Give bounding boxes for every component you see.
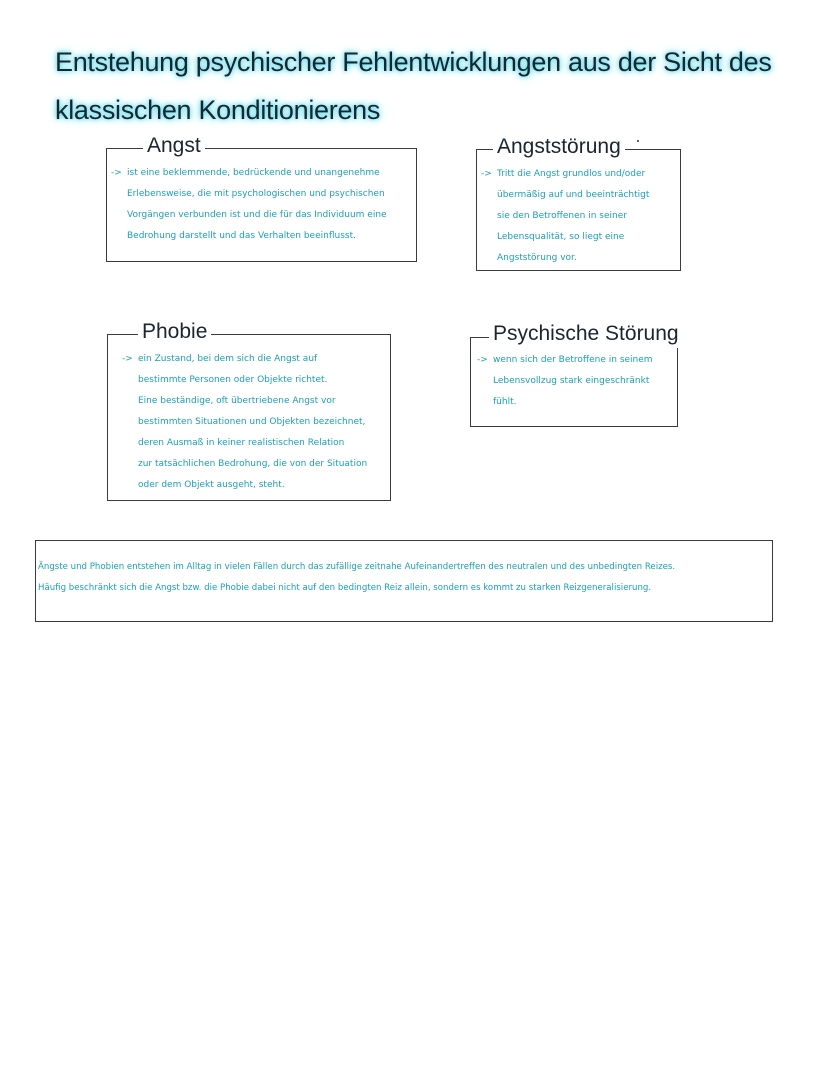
text-line-content: Tritt die Angst grundlos und/oder bbox=[497, 169, 646, 179]
text-line bbox=[122, 349, 367, 370]
summary-text bbox=[38, 557, 675, 599]
text-line-content: oder dem Objekt ausgeht, steht. bbox=[138, 480, 285, 490]
page-title-line-2: klassischen Konditionierens bbox=[55, 95, 381, 125]
text-line-content: fühlt. bbox=[493, 397, 517, 407]
text-line-content: Bedrohung darstellt und das Verhalten beeinflusst. bbox=[127, 231, 356, 241]
text-line-content: deren Ausmaß in keiner realistischen Relation bbox=[138, 438, 345, 448]
text-line bbox=[481, 185, 649, 206]
text-line bbox=[111, 184, 387, 205]
text-line-content: zur tatsächlichen Bedrohung, die von der Situation bbox=[138, 459, 368, 469]
text-line bbox=[111, 163, 387, 184]
definition-box-angststoerung bbox=[476, 135, 681, 271]
text-line-content: Vorgängen verbunden ist und die für das Individuum eine bbox=[127, 210, 387, 220]
text-line bbox=[111, 205, 387, 226]
stray-dot bbox=[637, 140, 639, 142]
definition-box-angst bbox=[106, 134, 417, 262]
definition-box-psychische-stoerung bbox=[470, 322, 679, 427]
definition-text-angst bbox=[111, 163, 387, 247]
text-line bbox=[122, 475, 367, 496]
text-line bbox=[111, 226, 387, 247]
text-line bbox=[122, 454, 367, 475]
text-line-content: Lebensvollzug stark eingeschränkt bbox=[493, 376, 650, 386]
box-title-angststoerung: Angststörung bbox=[493, 133, 625, 161]
definition-box-phobie bbox=[107, 320, 391, 501]
text-line bbox=[477, 371, 653, 392]
box-title-angst: Angst bbox=[143, 132, 205, 160]
arrow-marker: -> bbox=[111, 168, 122, 178]
text-line-content: Erlebensweise, die mit psychologischen und psychischen bbox=[127, 189, 385, 199]
text-line bbox=[122, 391, 367, 412]
text-line bbox=[122, 370, 367, 391]
text-line-content: ist eine beklemmende, bedrückende und unangenehme bbox=[127, 168, 380, 178]
text-line bbox=[122, 412, 367, 433]
box-title-psychische-stoerung: Psychische Störung bbox=[489, 320, 683, 348]
arrow-marker: -> bbox=[481, 169, 492, 179]
summary-box bbox=[35, 540, 773, 622]
text-line bbox=[481, 164, 649, 185]
text-line bbox=[481, 227, 649, 248]
text-line-content: Angststörung vor. bbox=[497, 253, 577, 263]
box-title-phobie: Phobie bbox=[138, 318, 211, 346]
summary-line: Ängste und Phobien entstehen im Alltag in vielen Fällen durch das zufällige zeitnahe Aufeinandertreffen des neutralen und des unbedingten Reizes. bbox=[38, 562, 676, 572]
text-line-content: sie den Betroffenen in seiner bbox=[497, 211, 627, 221]
text-line bbox=[481, 248, 649, 269]
summary-line: Häufig beschränkt sich die Angst bzw. die Phobie dabei nicht auf den bedingten Reiz allein, sondern es kommt zu starken Reizgeneralisierung. bbox=[38, 583, 652, 593]
text-line-content: ein Zustand, bei dem sich die Angst auf bbox=[138, 354, 318, 364]
arrow-marker: -> bbox=[122, 354, 133, 364]
text-line bbox=[481, 206, 649, 227]
text-line-content: übermäßig auf und beeinträchtigt bbox=[497, 190, 650, 200]
text-line-content: Lebensqualität, so liegt eine bbox=[497, 232, 625, 242]
text-line bbox=[477, 392, 653, 413]
definition-text-angststoerung bbox=[481, 164, 649, 269]
text-line bbox=[122, 433, 367, 454]
page-title bbox=[55, 38, 775, 134]
definition-text-psychische-stoerung bbox=[477, 350, 653, 413]
text-line-content: bestimmten Situationen und Objekten bezeichnet, bbox=[138, 417, 366, 427]
definition-text-phobie bbox=[122, 349, 367, 496]
text-line-content: bestimmte Personen oder Objekte richtet. bbox=[138, 375, 328, 385]
text-line-content: wenn sich der Betroffene in seinem bbox=[493, 355, 653, 365]
arrow-marker: -> bbox=[477, 355, 488, 365]
text-line bbox=[477, 350, 653, 371]
page-title-line-1: Entstehung psychischer Fehlentwicklungen aus der Sicht des bbox=[55, 47, 772, 77]
text-line-content: Eine beständige, oft übertriebene Angst vor bbox=[138, 396, 336, 406]
